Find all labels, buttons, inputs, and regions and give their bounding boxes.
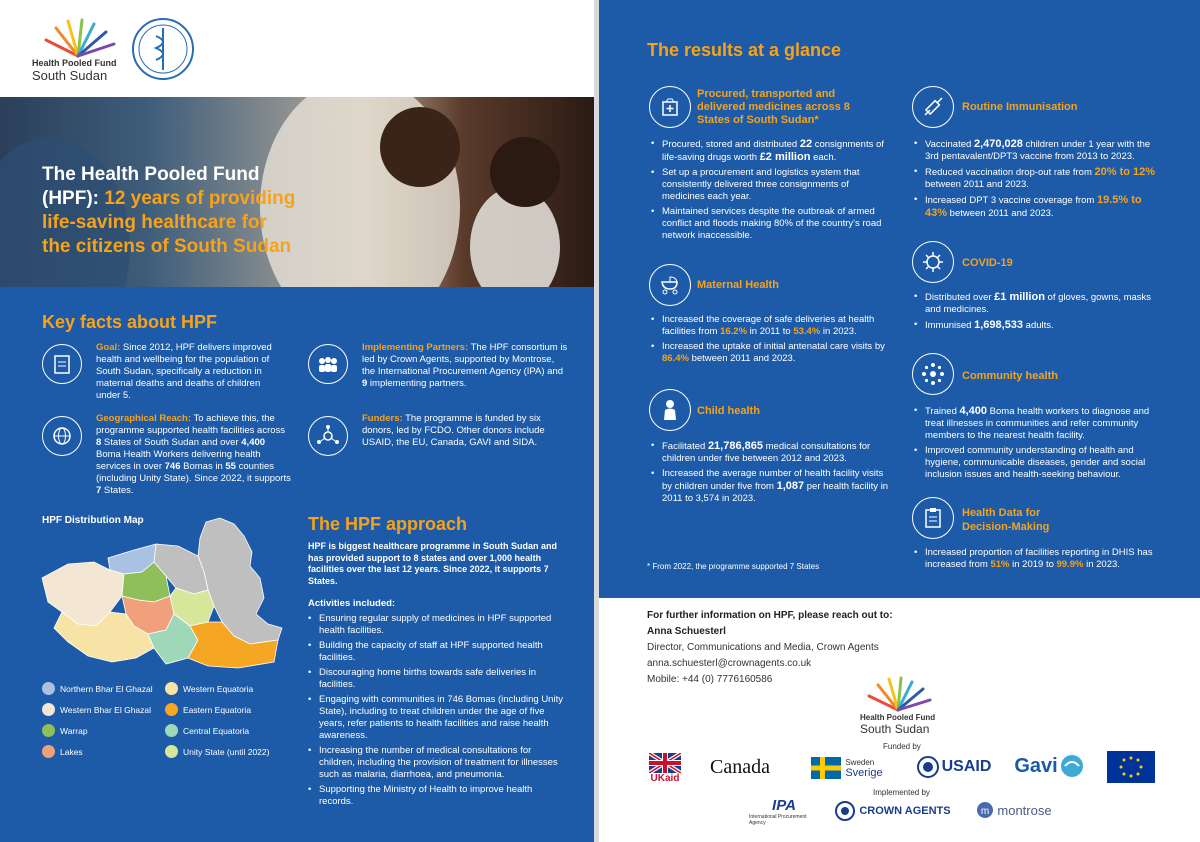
contact-mobile: Mobile: +44 (0) 7776160586 — [647, 674, 773, 685]
bullet-text: medical consultations for children under five between 2012 and 2023. — [662, 441, 871, 464]
legend-label: Western Bhar El Ghazal — [60, 705, 152, 715]
legend-label: Eastern Equatoria — [183, 705, 252, 715]
bullet-text: in 2023. — [820, 326, 857, 337]
bullet-text: Increased the coverage of safe deliveries at health facilities from — [662, 314, 875, 337]
community-list — [914, 405, 1159, 481]
bullet-text: Increased proportion of facilities reporting in DHIS has increased from — [925, 547, 1153, 570]
funders-network-icon — [308, 416, 348, 456]
contact-role: Director, Communications and Media, Crown Agents — [647, 642, 879, 653]
partners-text: implementing partners. — [367, 378, 467, 389]
geo-text: States. — [101, 485, 134, 496]
bullet-text: Vaccinated — [925, 139, 974, 150]
bullet-text: per health facility in 2011 to 3,574 in 2023. — [662, 481, 889, 504]
footer-logo-line2: South Sudan — [860, 722, 930, 736]
legend-label: Lakes — [60, 747, 83, 757]
pram-icon — [649, 264, 691, 306]
geo-number: 4,400 — [241, 437, 266, 448]
bullet-text: Immunised — [925, 320, 975, 331]
medicines-list — [651, 138, 891, 242]
activities-label: Activities included: — [308, 598, 396, 609]
bullet-number: 16.2% — [720, 326, 748, 337]
bullet-text: Boma health workers to diagnose and treat illnesses in communities and refer community members to the nearest health facility. — [925, 406, 1150, 441]
bullet-number: 86.4% — [662, 353, 689, 364]
geo-label: Geographical Reach: — [96, 413, 192, 424]
immunisation-title: Routine Immunisation — [962, 101, 1078, 113]
bullet-number: 2,470,028 — [973, 138, 1023, 150]
legend-label: Central Equatoria — [183, 726, 250, 736]
data-bullet — [914, 547, 1164, 571]
hero-title — [42, 163, 295, 259]
canada-logo — [699, 754, 781, 780]
contact-intro: For further information on HPF, please reach out to: — [647, 610, 893, 621]
bullet-number: £2 million — [759, 151, 811, 163]
legend-label: Northern Bhar El Ghazal — [60, 684, 153, 694]
ukaid-logo — [647, 748, 683, 788]
bullet-number: 4,400 — [959, 405, 988, 417]
hero-title-white: The Health Pooled Fund — [42, 164, 260, 185]
canada-text: Canada — [710, 755, 770, 778]
data-list — [914, 547, 1164, 571]
funders-text: The programme is funded by six donors, led by FCDO. Other donors include USAID, the EU, Canada, GAVI and SIDA. — [362, 413, 545, 448]
gavi-text: Gavi — [1014, 754, 1058, 777]
bullet-text: in 2011 to — [747, 326, 794, 337]
key-facts-heading: Key facts about HPF — [42, 312, 218, 332]
maternal-bullet — [651, 314, 891, 338]
maternal-title: Maternal Health — [697, 279, 779, 291]
community-bullet: • Improved community understanding of health and hygiene, communicable diseases, gender and social inclusion issues and health-seeking behaviour. — [914, 445, 1159, 481]
covid-bullet — [914, 319, 1159, 332]
montrose-text: montrose — [997, 802, 1052, 818]
legend-dot-lakes — [42, 745, 55, 758]
hero-title-orange2: life-saving healthcare for — [42, 212, 267, 233]
approach-heading: The HPF approach — [308, 514, 468, 534]
activities-list — [308, 613, 563, 808]
results-heading: The results at a glance — [647, 40, 842, 60]
hero-title-white2: (HPF): — [42, 188, 105, 209]
implemented-by-label: Implemented by — [873, 788, 930, 797]
montrose-logo — [969, 798, 1059, 822]
crown-agents-logo — [833, 798, 953, 824]
geo-text: States of South Sudan and over — [101, 437, 242, 448]
ministry-emblem-icon — [130, 16, 196, 82]
legend-dot-eastern-equatoria — [165, 703, 178, 716]
bullet-number: 99.9% — [1056, 559, 1084, 570]
bullet-text: Increased the average number of health facility visits by children under five from — [662, 468, 884, 492]
activity-item: • Building the capacity of staff at HPF supported health facilities. — [308, 640, 563, 664]
goal-fact — [96, 342, 286, 402]
bullet-text: Facilitated — [662, 441, 708, 452]
ukaid-text: UKaid — [650, 772, 680, 784]
funders-fact — [362, 413, 568, 449]
immunisation-bullet — [914, 194, 1159, 220]
community-bullet — [914, 405, 1159, 442]
hero-image — [0, 97, 594, 287]
activity-item: • Engaging with communities in 746 Bomas (including Unity State), including to treat children under the age of five years, refer patients to health facilities and raise health awareness. — [308, 694, 563, 742]
bullet-text: in 2023. — [1083, 559, 1120, 570]
bullet-text: each. — [810, 152, 837, 163]
header-band — [0, 0, 594, 97]
activity-item: • Ensuring regular supply of medicines in HPF supported health facilities. — [308, 613, 563, 637]
logo-line2: South Sudan — [32, 68, 108, 83]
goal-text: Since 2012, HPF delivers improved health and wellbeing for the population of South Sudan, specifically a reduction in maternal deaths and deaths of children under 5. — [96, 342, 272, 401]
bullet-text: Reduced vaccination drop-out rate from — [925, 167, 1095, 178]
gavi-logo — [1009, 750, 1089, 782]
child-icon — [649, 389, 691, 431]
covid-list — [914, 291, 1159, 332]
footer-section — [599, 598, 1200, 842]
geo-number: 8 — [96, 437, 102, 448]
bullet-text: Trained — [925, 406, 960, 417]
virus-icon — [912, 241, 954, 283]
logo-line1: Health Pooled Fund — [32, 58, 117, 68]
covid-title: COVID-19 — [962, 257, 1013, 269]
ipa-subtext: International Procurement Agency — [749, 813, 807, 826]
geo-text: counties (including Unity State). Since 2022, it supports — [96, 461, 291, 484]
contact-name: Anna Schuesterl — [647, 626, 726, 637]
covid-bullet — [914, 291, 1159, 316]
bullet-number: £1 million — [994, 291, 1045, 303]
community-title: Community health — [962, 370, 1058, 382]
svg-text:m: m — [981, 806, 990, 817]
usaid-logo — [911, 754, 997, 780]
medicines-title: Procured, transported and delivered medicines across 8 States of South Sudan* — [697, 88, 850, 126]
geo-number: 7 — [96, 485, 102, 496]
sverige-text: Sverige — [845, 767, 883, 779]
bullet-text: Increased DPT 3 vaccine coverage from — [925, 195, 1097, 206]
bullet-number: 1,087 — [776, 480, 805, 492]
legend-dot-warrap — [42, 724, 55, 737]
geo-text: Boma Health Workers delivering health services in over — [96, 449, 261, 472]
activity-item: • Increasing the number of medical consultations for children, including the provision of treatment for illnesses such as malaria, diarrhoea, and pneumonia. — [308, 745, 563, 781]
clipboard-icon — [42, 344, 82, 384]
funders-label: Funders: — [362, 413, 403, 424]
goal-label: Goal: — [96, 342, 121, 353]
partners-fact — [362, 342, 568, 390]
funded-by-label: Funded by — [883, 742, 921, 751]
footer-logo-line1: Health Pooled Fund — [860, 713, 936, 722]
hero-title-orange: 12 years of providing — [104, 188, 296, 209]
bullet-text: adults. — [1023, 320, 1054, 331]
legend-dot-western-equatoria — [165, 682, 178, 695]
bullet-number: 22 — [799, 138, 813, 150]
bullet-text: between 2011 and 2023. — [925, 179, 1029, 190]
legend-label: Warrap — [60, 726, 88, 736]
legend-dot-unity-state — [165, 745, 178, 758]
bullet-text: Procured, stored and distributed — [662, 139, 800, 150]
crown-agents-text: CROWN AGENTS — [859, 805, 951, 817]
hpf-logo-rays-footer — [863, 676, 933, 712]
bullet-number: 21,786,865 — [707, 440, 763, 452]
geo-text: To achieve this, the programme supported health facilities across — [96, 413, 286, 436]
ipa-text: IPA — [772, 796, 796, 814]
legend-label: Unity State (until 2022) — [183, 747, 270, 757]
bullet-text: of gloves, gowns, masks and medicines. — [925, 292, 1152, 315]
legend-label: Western Equatoria — [183, 684, 254, 694]
geo-number: 746 — [164, 461, 181, 472]
partners-label: Implementing Partners: — [362, 342, 469, 353]
bullet-number: 51% — [990, 559, 1010, 570]
legend-dot-northern-bhar — [42, 682, 55, 695]
bullet-text: between 2011 and 2023. — [947, 208, 1054, 219]
child-bullet — [651, 468, 891, 505]
maternal-bullet — [651, 341, 891, 365]
data-clipboard-icon — [912, 497, 954, 539]
activity-item: • Discouraging home births towards safe deliveries in facilities. — [308, 667, 563, 691]
activity-item: • Supporting the Ministry of Health to improve health records. — [308, 784, 563, 808]
footnote: * From 2022, the programme supported 7 States — [647, 562, 820, 571]
medicines-bullet: • Maintained services despite the outbreak of armed conflict and floods making 80% of the country's road network inaccessible. — [651, 206, 891, 242]
geo-number: 55 — [225, 461, 236, 472]
bullet-number: 53.4% — [793, 326, 821, 337]
maternal-list — [651, 314, 891, 365]
immunisation-bullet — [914, 138, 1159, 163]
approach-intro: HPF is biggest healthcare programme in South Sudan and has provided support to 8 states and over 1,000 health facilities over the last 12 years. Since 2022, it supports 7 States. — [308, 541, 558, 586]
data-title: Health Data for Decision-Making — [962, 507, 1050, 533]
medicines-bullet: • Set up a procurement and logistics system that consistently delivered three consignments of medicines each year. — [651, 167, 891, 203]
partners-number: 9 — [362, 378, 368, 389]
community-icon — [912, 353, 954, 395]
contact-email[interactable]: anna.schuesterl@crownagents.co.uk — [647, 658, 812, 669]
sweden-text: Sweden — [845, 758, 875, 767]
legend-dot-western-bhar — [42, 703, 55, 716]
sweden-logo — [807, 754, 887, 782]
child-bullet — [651, 440, 891, 465]
hpf-logo-rays — [38, 18, 118, 58]
geo-fact — [96, 413, 292, 497]
bullet-number: 1,698,533 — [974, 319, 1024, 331]
people-icon — [308, 344, 348, 384]
left-page — [0, 0, 594, 842]
usaid-text: USAID — [941, 758, 992, 775]
bullet-text: Distributed over — [925, 292, 995, 303]
immunisation-list — [914, 138, 1159, 220]
geo-text: Bomas in — [180, 461, 226, 472]
partners-text: The HPF consortium is led by Crown Agents, supported by Montrose, the International Procurement Agency (IPA) and — [362, 342, 568, 377]
bullet-number: 20% to 12% — [1094, 166, 1156, 178]
globe-icon — [42, 416, 82, 456]
bullet-text: Increased the uptake of initial antenatal care visits by — [662, 341, 885, 352]
south-sudan-map — [38, 516, 288, 676]
bullet-text: consignments of life-saving drugs worth — [662, 139, 884, 163]
immunisation-bullet — [914, 166, 1159, 191]
medicine-box-icon — [649, 86, 691, 128]
child-list — [651, 440, 891, 505]
medicines-bullet — [651, 138, 891, 164]
right-page — [599, 0, 1200, 842]
bullet-text: in 2019 to — [1009, 559, 1057, 570]
hero-title-orange3: the citizens of South Sudan — [42, 236, 292, 257]
bullet-text: between 2011 and 2023. — [688, 353, 796, 364]
child-title: Child health — [697, 405, 760, 417]
bullet-text: children under 1 year with the 3rd pentavalent/DPT3 vaccine from 2013 to 2023. — [925, 139, 1151, 162]
legend-dot-central-equatoria — [165, 724, 178, 737]
ipa-logo — [749, 794, 819, 828]
eu-flag-logo — [1107, 751, 1155, 783]
syringe-icon — [912, 86, 954, 128]
map-title: HPF Distribution Map — [42, 515, 144, 526]
bullet-number: 19.5% to 43% — [925, 194, 1142, 219]
